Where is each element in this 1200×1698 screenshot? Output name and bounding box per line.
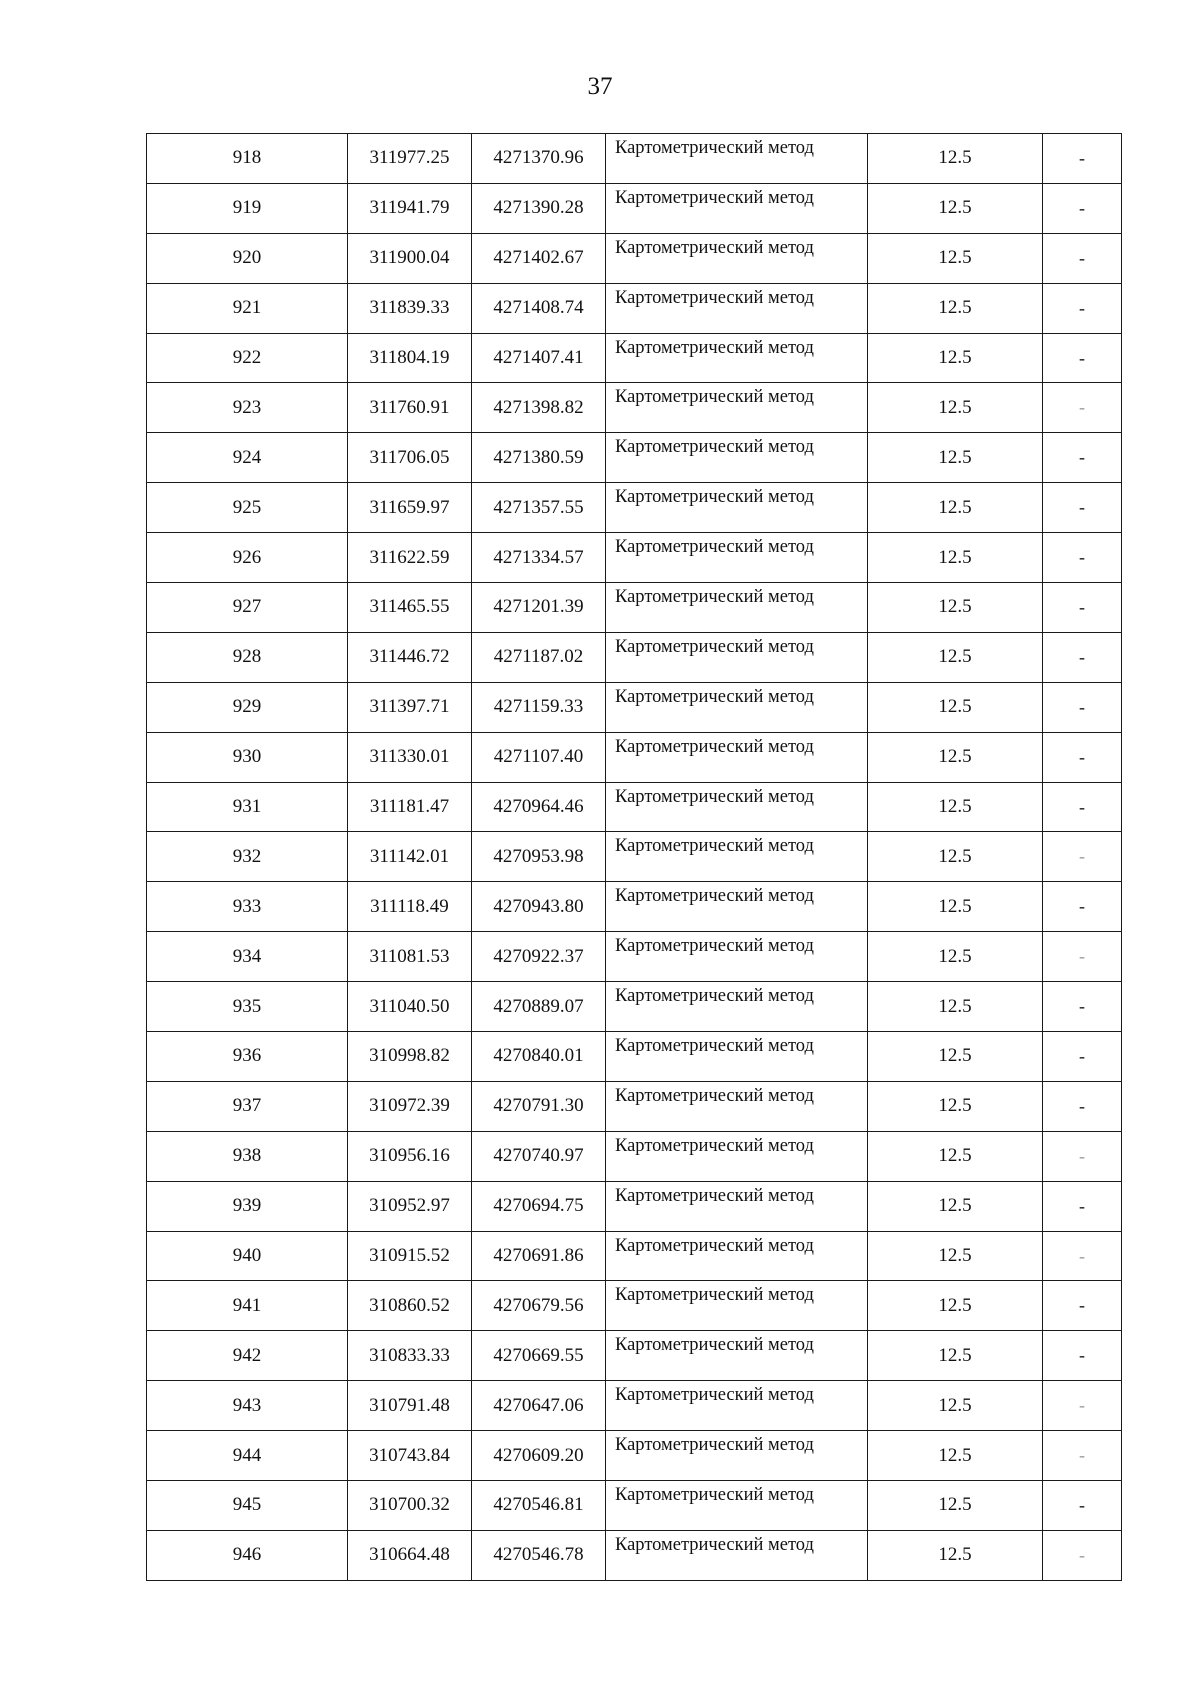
table-row [147, 1381, 1122, 1431]
point-number-cell: 920 [147, 233, 348, 283]
point-number-cell: 944 [147, 1431, 348, 1481]
point-number-cell: 945 [147, 1481, 348, 1531]
note-cell: - [1043, 134, 1122, 184]
method-cell: Картометрический метод [606, 383, 868, 433]
method-cell: Картометрический метод [606, 832, 868, 882]
y-coordinate-cell: 4270609.20 [472, 1431, 606, 1481]
y-coordinate-cell: 4271334.57 [472, 533, 606, 583]
x-coordinate-cell: 311181.47 [348, 782, 472, 832]
accuracy-cell: 12.5 [868, 433, 1043, 483]
point-number-cell: 926 [147, 533, 348, 583]
table-row [147, 1331, 1122, 1381]
y-coordinate-cell: 4270546.81 [472, 1481, 606, 1531]
y-coordinate-cell: 4270943.80 [472, 882, 606, 932]
point-number-cell: 936 [147, 1032, 348, 1082]
method-cell: Картометрический метод [606, 333, 868, 383]
method-cell: Картометрический метод [606, 1231, 868, 1281]
note-cell: - [1043, 1530, 1122, 1580]
method-cell: Картометрический метод [606, 1331, 868, 1381]
table-row [147, 1431, 1122, 1481]
method-cell: Картометрический метод [606, 283, 868, 333]
table-row [147, 632, 1122, 682]
x-coordinate-cell: 310998.82 [348, 1032, 472, 1082]
note-cell: - [1043, 832, 1122, 882]
table-row [147, 183, 1122, 233]
note-cell: - [1043, 1231, 1122, 1281]
method-cell: Картометрический метод [606, 233, 868, 283]
table-row [147, 782, 1122, 832]
method-cell: Картометрический метод [606, 1481, 868, 1531]
table-body [147, 134, 1122, 1581]
note-cell: - [1043, 682, 1122, 732]
table-row [147, 1032, 1122, 1082]
x-coordinate-cell: 311804.19 [348, 333, 472, 383]
accuracy-cell: 12.5 [868, 682, 1043, 732]
point-number-cell: 933 [147, 882, 348, 932]
table-row [147, 134, 1122, 184]
table-row [147, 283, 1122, 333]
point-number-cell: 922 [147, 333, 348, 383]
table-row [147, 1081, 1122, 1131]
x-coordinate-cell: 310833.33 [348, 1331, 472, 1381]
x-coordinate-cell: 310743.84 [348, 1431, 472, 1481]
note-cell: - [1043, 183, 1122, 233]
table-row [147, 583, 1122, 633]
x-coordinate-cell: 310972.39 [348, 1081, 472, 1131]
method-cell: Картометрический метод [606, 1081, 868, 1131]
point-number-cell: 934 [147, 932, 348, 982]
method-cell: Картометрический метод [606, 183, 868, 233]
table-row [147, 1530, 1122, 1580]
note-cell: - [1043, 1431, 1122, 1481]
method-cell: Картометрический метод [606, 882, 868, 932]
table-row [147, 1281, 1122, 1331]
accuracy-cell: 12.5 [868, 134, 1043, 184]
table-row [147, 333, 1122, 383]
method-cell: Картометрический метод [606, 583, 868, 633]
x-coordinate-cell: 311760.91 [348, 383, 472, 433]
page-number: 37 [587, 73, 613, 100]
accuracy-cell: 12.5 [868, 1032, 1043, 1082]
note-cell: - [1043, 583, 1122, 633]
table-row [147, 932, 1122, 982]
x-coordinate-cell: 311040.50 [348, 982, 472, 1032]
table-row [147, 1181, 1122, 1231]
x-coordinate-cell: 311397.71 [348, 682, 472, 732]
x-coordinate-cell: 311900.04 [348, 233, 472, 283]
x-coordinate-cell: 311330.01 [348, 732, 472, 782]
method-cell: Картометрический метод [606, 1381, 868, 1431]
point-number-cell: 935 [147, 982, 348, 1032]
y-coordinate-cell: 4270694.75 [472, 1181, 606, 1231]
accuracy-cell: 12.5 [868, 982, 1043, 1032]
x-coordinate-cell: 310956.16 [348, 1131, 472, 1181]
point-number-cell: 937 [147, 1081, 348, 1131]
y-coordinate-cell: 4271159.33 [472, 682, 606, 732]
method-cell: Картометрический метод [606, 433, 868, 483]
accuracy-cell: 12.5 [868, 1431, 1043, 1481]
point-number-cell: 932 [147, 832, 348, 882]
point-number-cell: 918 [147, 134, 348, 184]
accuracy-cell: 12.5 [868, 782, 1043, 832]
accuracy-cell: 12.5 [868, 1381, 1043, 1431]
y-coordinate-cell: 4270546.78 [472, 1530, 606, 1580]
y-coordinate-cell: 4271357.55 [472, 483, 606, 533]
note-cell: - [1043, 383, 1122, 433]
y-coordinate-cell: 4271187.02 [472, 632, 606, 682]
note-cell: - [1043, 283, 1122, 333]
note-cell: - [1043, 1281, 1122, 1331]
accuracy-cell: 12.5 [868, 183, 1043, 233]
accuracy-cell: 12.5 [868, 732, 1043, 782]
table-row [147, 732, 1122, 782]
accuracy-cell: 12.5 [868, 1331, 1043, 1381]
point-number-cell: 928 [147, 632, 348, 682]
method-cell: Картометрический метод [606, 1032, 868, 1082]
note-cell: - [1043, 982, 1122, 1032]
accuracy-cell: 12.5 [868, 333, 1043, 383]
accuracy-cell: 12.5 [868, 583, 1043, 633]
note-cell: - [1043, 1081, 1122, 1131]
x-coordinate-cell: 310664.48 [348, 1530, 472, 1580]
table-row [147, 882, 1122, 932]
note-cell: - [1043, 533, 1122, 583]
point-number-cell: 925 [147, 483, 348, 533]
y-coordinate-cell: 4270964.46 [472, 782, 606, 832]
y-coordinate-cell: 4270953.98 [472, 832, 606, 882]
point-number-cell: 939 [147, 1181, 348, 1231]
note-cell: - [1043, 233, 1122, 283]
table-row [147, 233, 1122, 283]
method-cell: Картометрический метод [606, 682, 868, 732]
x-coordinate-cell: 311977.25 [348, 134, 472, 184]
coordinates-table [146, 133, 1122, 1581]
point-number-cell: 919 [147, 183, 348, 233]
y-coordinate-cell: 4270691.86 [472, 1231, 606, 1281]
y-coordinate-cell: 4270679.56 [472, 1281, 606, 1331]
method-cell: Картометрический метод [606, 1431, 868, 1481]
point-number-cell: 929 [147, 682, 348, 732]
note-cell: - [1043, 1381, 1122, 1431]
table-row [147, 533, 1122, 583]
x-coordinate-cell: 310952.97 [348, 1181, 472, 1231]
y-coordinate-cell: 4271390.28 [472, 183, 606, 233]
y-coordinate-cell: 4270669.55 [472, 1331, 606, 1381]
x-coordinate-cell: 311706.05 [348, 433, 472, 483]
note-cell: - [1043, 1181, 1122, 1231]
table-row [147, 982, 1122, 1032]
y-coordinate-cell: 4271201.39 [472, 583, 606, 633]
method-cell: Картометрический метод [606, 1181, 868, 1231]
note-cell: - [1043, 932, 1122, 982]
accuracy-cell: 12.5 [868, 1231, 1043, 1281]
note-cell: - [1043, 1481, 1122, 1531]
accuracy-cell: 12.5 [868, 533, 1043, 583]
x-coordinate-cell: 310860.52 [348, 1281, 472, 1331]
note-cell: - [1043, 882, 1122, 932]
method-cell: Картометрический метод [606, 732, 868, 782]
table-row [147, 383, 1122, 433]
x-coordinate-cell: 311465.55 [348, 583, 472, 633]
table-row [147, 682, 1122, 732]
point-number-cell: 938 [147, 1131, 348, 1181]
accuracy-cell: 12.5 [868, 483, 1043, 533]
x-coordinate-cell: 310915.52 [348, 1231, 472, 1281]
method-cell: Картометрический метод [606, 1281, 868, 1331]
note-cell: - [1043, 333, 1122, 383]
accuracy-cell: 12.5 [868, 283, 1043, 333]
point-number-cell: 942 [147, 1331, 348, 1381]
point-number-cell: 941 [147, 1281, 348, 1331]
table-row [147, 832, 1122, 882]
method-cell: Картометрический метод [606, 632, 868, 682]
y-coordinate-cell: 4270889.07 [472, 982, 606, 1032]
method-cell: Картометрический метод [606, 1131, 868, 1181]
x-coordinate-cell: 311622.59 [348, 533, 472, 583]
y-coordinate-cell: 4271107.40 [472, 732, 606, 782]
x-coordinate-cell: 310791.48 [348, 1381, 472, 1431]
note-cell: - [1043, 782, 1122, 832]
y-coordinate-cell: 4271408.74 [472, 283, 606, 333]
accuracy-cell: 12.5 [868, 882, 1043, 932]
accuracy-cell: 12.5 [868, 1131, 1043, 1181]
point-number-cell: 940 [147, 1231, 348, 1281]
point-number-cell: 921 [147, 283, 348, 333]
x-coordinate-cell: 311839.33 [348, 283, 472, 333]
y-coordinate-cell: 4271370.96 [472, 134, 606, 184]
method-cell: Картометрический метод [606, 932, 868, 982]
y-coordinate-cell: 4270840.01 [472, 1032, 606, 1082]
note-cell: - [1043, 433, 1122, 483]
method-cell: Картометрический метод [606, 134, 868, 184]
x-coordinate-cell: 310700.32 [348, 1481, 472, 1531]
y-coordinate-cell: 4270740.97 [472, 1131, 606, 1181]
y-coordinate-cell: 4271402.67 [472, 233, 606, 283]
y-coordinate-cell: 4271380.59 [472, 433, 606, 483]
y-coordinate-cell: 4270922.37 [472, 932, 606, 982]
point-number-cell: 924 [147, 433, 348, 483]
method-cell: Картометрический метод [606, 782, 868, 832]
note-cell: - [1043, 1331, 1122, 1381]
accuracy-cell: 12.5 [868, 233, 1043, 283]
y-coordinate-cell: 4270791.30 [472, 1081, 606, 1131]
accuracy-cell: 12.5 [868, 1181, 1043, 1231]
x-coordinate-cell: 311659.97 [348, 483, 472, 533]
note-cell: - [1043, 1032, 1122, 1082]
point-number-cell: 931 [147, 782, 348, 832]
note-cell: - [1043, 483, 1122, 533]
x-coordinate-cell: 311446.72 [348, 632, 472, 682]
accuracy-cell: 12.5 [868, 1481, 1043, 1531]
x-coordinate-cell: 311081.53 [348, 932, 472, 982]
y-coordinate-cell: 4271407.41 [472, 333, 606, 383]
point-number-cell: 946 [147, 1530, 348, 1580]
accuracy-cell: 12.5 [868, 383, 1043, 433]
table-row [147, 1231, 1122, 1281]
note-cell: - [1043, 1131, 1122, 1181]
x-coordinate-cell: 311118.49 [348, 882, 472, 932]
point-number-cell: 923 [147, 383, 348, 433]
y-coordinate-cell: 4271398.82 [472, 383, 606, 433]
method-cell: Картометрический метод [606, 533, 868, 583]
method-cell: Картометрический метод [606, 1530, 868, 1580]
accuracy-cell: 12.5 [868, 932, 1043, 982]
point-number-cell: 943 [147, 1381, 348, 1431]
table-row [147, 1481, 1122, 1531]
accuracy-cell: 12.5 [868, 832, 1043, 882]
point-number-cell: 930 [147, 732, 348, 782]
accuracy-cell: 12.5 [868, 1281, 1043, 1331]
x-coordinate-cell: 311941.79 [348, 183, 472, 233]
accuracy-cell: 12.5 [868, 1530, 1043, 1580]
note-cell: - [1043, 732, 1122, 782]
y-coordinate-cell: 4270647.06 [472, 1381, 606, 1431]
accuracy-cell: 12.5 [868, 632, 1043, 682]
method-cell: Картометрический метод [606, 982, 868, 1032]
method-cell: Картометрический метод [606, 483, 868, 533]
note-cell: - [1043, 632, 1122, 682]
accuracy-cell: 12.5 [868, 1081, 1043, 1131]
point-number-cell: 927 [147, 583, 348, 633]
table-row [147, 483, 1122, 533]
table-row [147, 433, 1122, 483]
x-coordinate-cell: 311142.01 [348, 832, 472, 882]
table-row [147, 1131, 1122, 1181]
